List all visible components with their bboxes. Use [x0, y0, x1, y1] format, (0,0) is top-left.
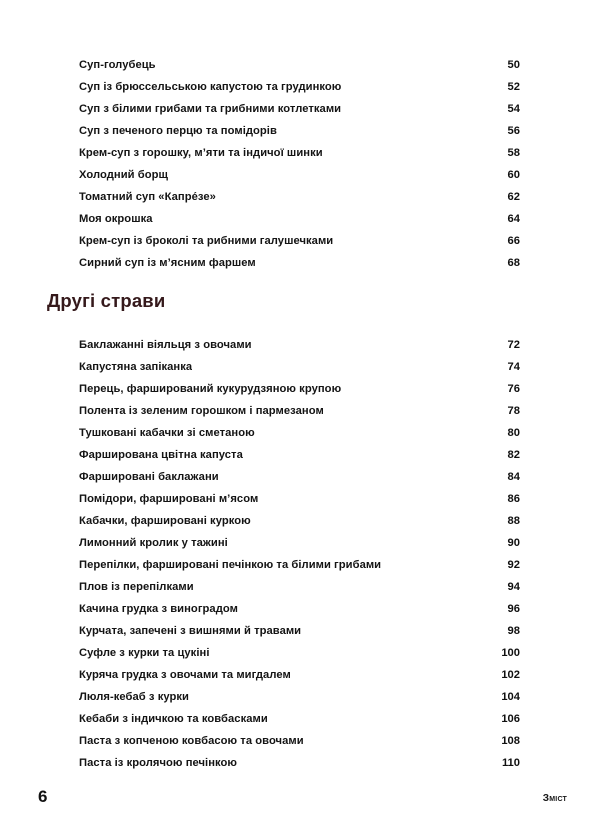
toc-entry-page-number: 90 [507, 537, 520, 549]
toc-dot-leader [326, 152, 480, 153]
toc-dot-leader [259, 262, 480, 263]
toc-entry-page-number: 78 [507, 405, 520, 417]
toc-entry-page-number: 74 [507, 361, 520, 373]
toc-dot-leader [261, 498, 480, 499]
toc-dot-leader [197, 586, 480, 587]
toc-entry-page-number: 92 [507, 559, 520, 571]
toc-dot-leader [159, 64, 480, 65]
toc-entry-title: Суп з білими грибами та грибними котлетками [79, 103, 342, 115]
toc-entry-page-number: 52 [507, 81, 520, 93]
toc-entry-title: Качина грудка з виноградом [79, 603, 238, 615]
toc-entry[interactable] [79, 532, 520, 554]
toc-entry-title: Перець, фарширований кукурудзяною крупою [79, 383, 342, 395]
footer-section-label: зміст [542, 793, 567, 804]
toc-entry[interactable] [79, 510, 520, 532]
toc-entry-title: Полента із зеленим горошком і пармезаном [79, 405, 324, 417]
toc-entry-title: Суп з печеного перцю та помідорів [79, 125, 277, 137]
toc-entry[interactable] [79, 708, 520, 730]
toc-dot-leader [307, 740, 480, 741]
toc-entry-page-number: 88 [507, 515, 520, 527]
toc-entry-page-number: 56 [507, 125, 520, 137]
toc-dot-leader [171, 174, 480, 175]
toc-entry[interactable] [79, 76, 520, 98]
toc-entry-page-number: 82 [507, 449, 520, 461]
toc-entry-page-number: 50 [507, 59, 520, 71]
toc-entry[interactable] [79, 230, 520, 252]
toc-entry[interactable] [79, 620, 520, 642]
toc-entry-title: Суп-голубець [79, 59, 156, 71]
toc-entry-title: Паста із кролячою печінкою [79, 757, 238, 769]
toc-entry-page-number: 66 [507, 235, 520, 247]
footer-page-number: 6 [38, 787, 48, 806]
toc-entry[interactable] [79, 466, 520, 488]
toc-entry-page-number: 100 [501, 647, 520, 659]
toc-entry-page-number: 80 [507, 427, 520, 439]
toc-entry-title: Куряча грудка з овочами та мигдалем [79, 669, 291, 681]
toc-entry[interactable] [79, 444, 520, 466]
toc-entry-page-number: 94 [507, 581, 520, 593]
toc-entry-page-number: 98 [507, 625, 520, 637]
toc-entry[interactable] [79, 252, 520, 274]
toc-entry-page-number: 54 [507, 103, 520, 115]
toc-entry-title: Баклажанні віяльця з овочами [79, 339, 252, 351]
toc-entry-page-number: 72 [507, 339, 520, 351]
toc-entry-title: Суп із брюссельською капустою та грудинкою [79, 81, 342, 93]
toc-dot-leader [280, 130, 480, 131]
toc-entry[interactable] [79, 378, 520, 400]
toc-entry[interactable] [79, 686, 520, 708]
toc-entry-page-number: 60 [507, 169, 520, 181]
toc-entry-title: Кабачки, фаршировані куркою [79, 515, 251, 527]
toc-dot-leader [219, 196, 480, 197]
toc-entry-title: Суфле з курки та цукіні [79, 647, 210, 659]
toc-entry[interactable] [79, 664, 520, 686]
toc-entry-title: Крем-суп з горошку, м’яти та індичої шинки [79, 147, 323, 159]
toc-dot-leader [384, 564, 480, 565]
toc-entry-page-number: 62 [507, 191, 520, 203]
toc-entry[interactable] [79, 576, 520, 598]
toc-entry-page-number: 84 [507, 471, 520, 483]
toc-section-soups [79, 54, 520, 274]
toc-entry-page-number: 86 [507, 493, 520, 505]
toc-dot-leader [212, 652, 480, 653]
toc-entry[interactable] [79, 554, 520, 576]
toc-entry-title: Холодний борщ [79, 169, 168, 181]
toc-entry-title: Курчата, запечені з вишнями й травами [79, 625, 302, 637]
toc-entry-title: Плов із перепілками [79, 581, 194, 593]
toc-dot-leader [195, 366, 480, 367]
toc-entry[interactable] [79, 752, 520, 774]
toc-entry-title: Капустяна запіканка [79, 361, 193, 373]
toc-dot-leader [156, 218, 480, 219]
toc-entry-title: Перепілки, фаршировані печінкою та білими грибами [79, 559, 382, 571]
toc-dot-leader [192, 696, 480, 697]
toc-entry-title: Люля-кебаб з курки [79, 691, 189, 703]
toc-entry-title: Кебаби з індичкою та ковбасками [79, 713, 268, 725]
toc-entry[interactable] [79, 642, 520, 664]
toc-entry-page-number: 102 [501, 669, 520, 681]
toc-dot-leader [222, 476, 480, 477]
toc-section-mains [79, 334, 520, 774]
toc-entry[interactable] [79, 400, 520, 422]
toc-entry[interactable] [79, 356, 520, 378]
toc-entry-title: Фаршировані баклажани [79, 471, 219, 483]
toc-entry-page-number: 96 [507, 603, 520, 615]
toc-entry-page-number: 58 [507, 147, 520, 159]
toc-dot-leader [240, 762, 480, 763]
toc-entry[interactable] [79, 164, 520, 186]
toc-entry[interactable] [79, 730, 520, 752]
toc-dot-leader [294, 674, 480, 675]
toc-dot-leader [246, 454, 480, 455]
toc-entry-title: Помідори, фаршировані м’ясом [79, 493, 259, 505]
toc-dot-leader [241, 608, 480, 609]
toc-entry-page-number: 76 [507, 383, 520, 395]
toc-entry-page-number: 64 [507, 213, 520, 225]
toc-entry-title: Крем-суп із броколі та рибними галушечками [79, 235, 334, 247]
toc-entry[interactable] [79, 98, 520, 120]
toc-entry-page-number: 104 [501, 691, 520, 703]
toc-dot-leader [271, 718, 480, 719]
toc-dot-leader [231, 542, 480, 543]
toc-entry[interactable] [79, 120, 520, 142]
toc-entry-title: Сирний суп із м’ясним фаршем [79, 257, 256, 269]
toc-entry-page-number: 68 [507, 257, 520, 269]
toc-entry-title: Лимонний кролик у тажині [79, 537, 228, 549]
toc-entry[interactable] [79, 54, 520, 76]
toc-entry-page-number: 110 [501, 757, 520, 769]
toc-dot-leader [258, 432, 480, 433]
toc-entry[interactable] [79, 422, 520, 444]
toc-entry-page-number: 106 [501, 713, 520, 725]
toc-entry[interactable] [79, 334, 520, 356]
toc-dot-leader [254, 520, 480, 521]
section-heading-mains: Другі страви [47, 290, 166, 311]
toc-entry-title: Паста з копченою ковбасою та овочами [79, 735, 304, 747]
toc-entry[interactable] [79, 208, 520, 230]
toc-entry[interactable] [79, 142, 520, 164]
toc-dot-leader [336, 240, 480, 241]
toc-entry-page-number: 108 [501, 735, 520, 747]
toc-entry[interactable] [79, 488, 520, 510]
toc-dot-leader [327, 410, 480, 411]
toc-dot-leader [344, 86, 480, 87]
toc-dot-leader [304, 630, 480, 631]
toc-entry[interactable] [79, 598, 520, 620]
toc-dot-leader [344, 388, 480, 389]
toc-dot-leader [255, 344, 480, 345]
toc-entry[interactable] [79, 186, 520, 208]
toc-dot-leader [344, 108, 480, 109]
toc-entry-title: Тушковані кабачки зі сметаною [79, 427, 255, 439]
toc-entry-title: Фарширована цвітна капуста [79, 449, 243, 461]
toc-entry-title: Моя окрошка [79, 213, 153, 225]
toc-entry-title: Томатний суп «Капре́зе» [79, 191, 216, 203]
